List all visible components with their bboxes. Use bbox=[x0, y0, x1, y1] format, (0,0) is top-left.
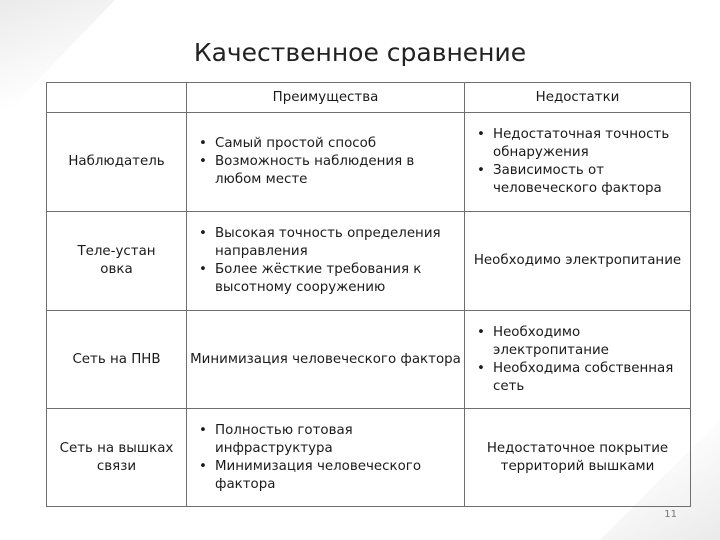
list-item: • Возможность наблюдения в любом месте bbox=[199, 153, 456, 189]
disadvantages-list bbox=[465, 126, 690, 198]
comparison-table bbox=[46, 82, 691, 507]
row-label: Сеть на ПНВ bbox=[47, 311, 187, 409]
table-row bbox=[47, 409, 691, 507]
row-label bbox=[47, 212, 187, 311]
disadvantages-cell: Недостаточное покрытие территорий вышками bbox=[465, 409, 691, 507]
row-label: Наблюдатель bbox=[47, 113, 187, 212]
table-row bbox=[47, 113, 691, 212]
list-item: • Полностью готовая инфраструктура bbox=[199, 422, 456, 458]
header-advantages: Преимущества bbox=[187, 83, 465, 113]
table-row bbox=[47, 212, 691, 311]
disadvantages-cell: Необходимо электропитание bbox=[465, 212, 691, 311]
disadvantages-cell bbox=[465, 113, 691, 212]
list-item: • Высокая точность определения направления bbox=[199, 225, 456, 261]
list-item: • Необходимо электропитание bbox=[477, 324, 682, 360]
header-disadvantages: Недостатки bbox=[465, 83, 691, 113]
header-empty-cell bbox=[47, 83, 187, 113]
table-row bbox=[47, 311, 691, 409]
row-label-text: Теле-установка bbox=[77, 244, 156, 277]
list-item: • Зависимость от человеческого фактора bbox=[477, 162, 682, 198]
table-header-row bbox=[47, 83, 691, 113]
advantages-list bbox=[187, 225, 464, 297]
disadvantages-cell bbox=[465, 311, 691, 409]
advantages-list bbox=[187, 422, 464, 494]
advantages-cell bbox=[187, 113, 465, 212]
list-item: • Минимизация человеческого фактора bbox=[199, 458, 456, 494]
slide-title: Качественное сравнение bbox=[193, 38, 527, 67]
advantages-cell bbox=[187, 409, 465, 507]
list-item: • Недостаточная точность обнаружения bbox=[477, 126, 682, 162]
advantages-cell: Минимизация человеческого фактора bbox=[187, 311, 465, 409]
row-label: Сеть на вышках связи bbox=[47, 409, 187, 507]
page-number: 11 bbox=[664, 509, 677, 520]
list-item: • Более жёсткие требования к высотному сооружению bbox=[199, 261, 456, 297]
disadvantages-list bbox=[465, 324, 690, 396]
list-item: • Необходима собственная сеть bbox=[477, 360, 682, 396]
advantages-list bbox=[187, 135, 464, 189]
list-item: • Самый простой способ bbox=[199, 135, 456, 153]
advantages-cell bbox=[187, 212, 465, 311]
